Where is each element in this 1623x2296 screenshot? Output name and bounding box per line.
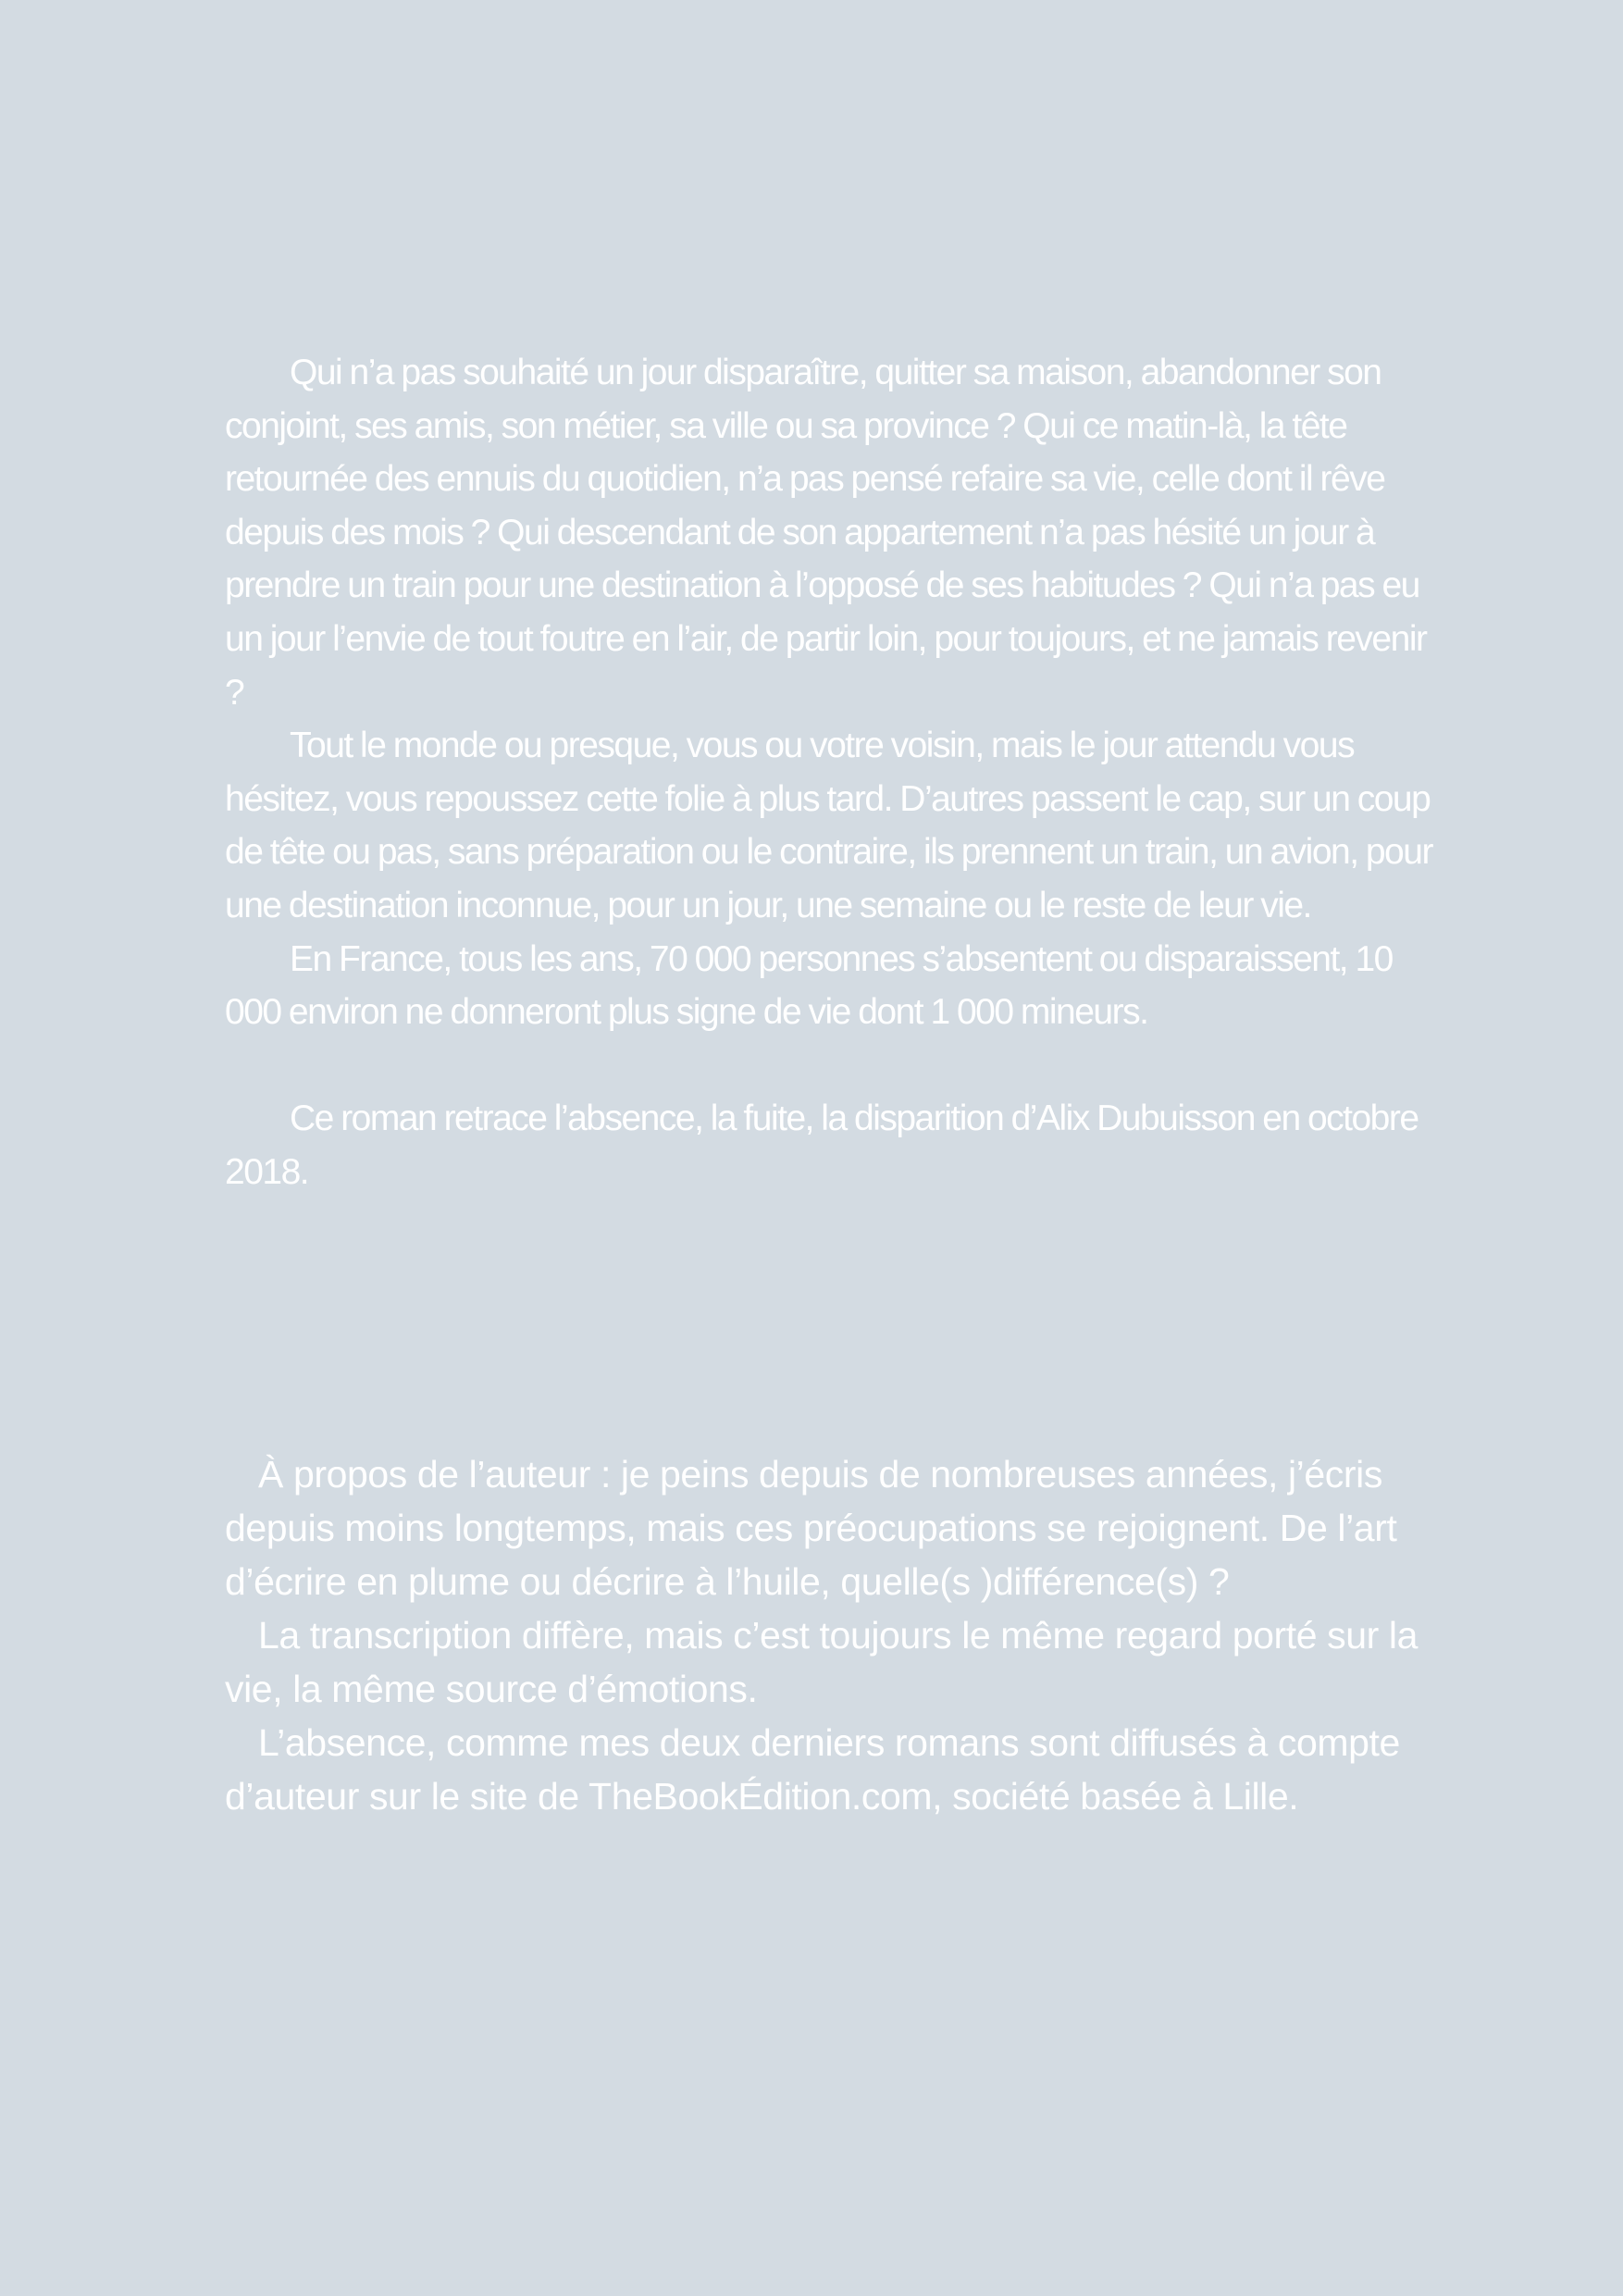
about-author-paragraph: À propos de l’auteur : je peins depuis de nombreuses années, j’écris depuis moins longtemps, mais ces préocupations se rejoignent. De l’art d’écrire en plume ou décrire à l’huile, quelle(s )différence(s) ? <box>225 1453 1397 1603</box>
synopsis-paragraph: Tout le monde ou presque, vous ou votre voisin, mais le jour attendu vous hésitez, vous repoussez cette folie à plus tard. D’autres passent le cap, sur un coup de tête ou pas, sans préparation ou le contraire, ils prennent un train, un avion, pour une destination inconnue, pour un jour, une semaine ou le reste de leur vie. <box>225 726 1432 925</box>
synopsis-text-block <box>225 346 1437 1199</box>
synopsis-paragraph: Ce roman retrace l’absence, la fuite, la disparition d’Alix Dubuisson en octobre 2018. <box>225 1098 1419 1192</box>
synopsis-paragraph: Qui n’a pas souhaité un jour disparaître, quitter sa maison, abandonner son conjoint, ses amis, son métier, sa ville ou sa province ? Qui ce matin-là, la tête retournée des ennuis du quotidien, n’a pas pensé refaire sa vie, celle dont il rêve depuis des mois ? Qui descendant de son appartement n’a pas hésité un jour à prendre un train pour une destination à l’opposé de ses habitudes ? Qui n’a pas eu un jour l’envie de tout foutre en l’air, de partir loin, pour toujours, et ne jamais revenir ? <box>225 353 1427 713</box>
about-author-paragraph: L’absence, comme mes deux derniers romans sont diffusés à compte d’auteur sur le site de TheBookÉdition.com, société basée à Lille. <box>225 1721 1400 1818</box>
about-author-text-block <box>225 1447 1465 1823</box>
about-author-paragraph: La transcription diffère, mais c’est toujours le même regard porté sur la vie, la même source d’émotions. <box>225 1614 1419 1710</box>
synopsis-paragraph: En France, tous les ans, 70 000 personnes s’absentent ou disparaissent, 10 000 environ ne donneront plus signe de vie dont 1 000 mineurs. <box>225 938 1393 1033</box>
